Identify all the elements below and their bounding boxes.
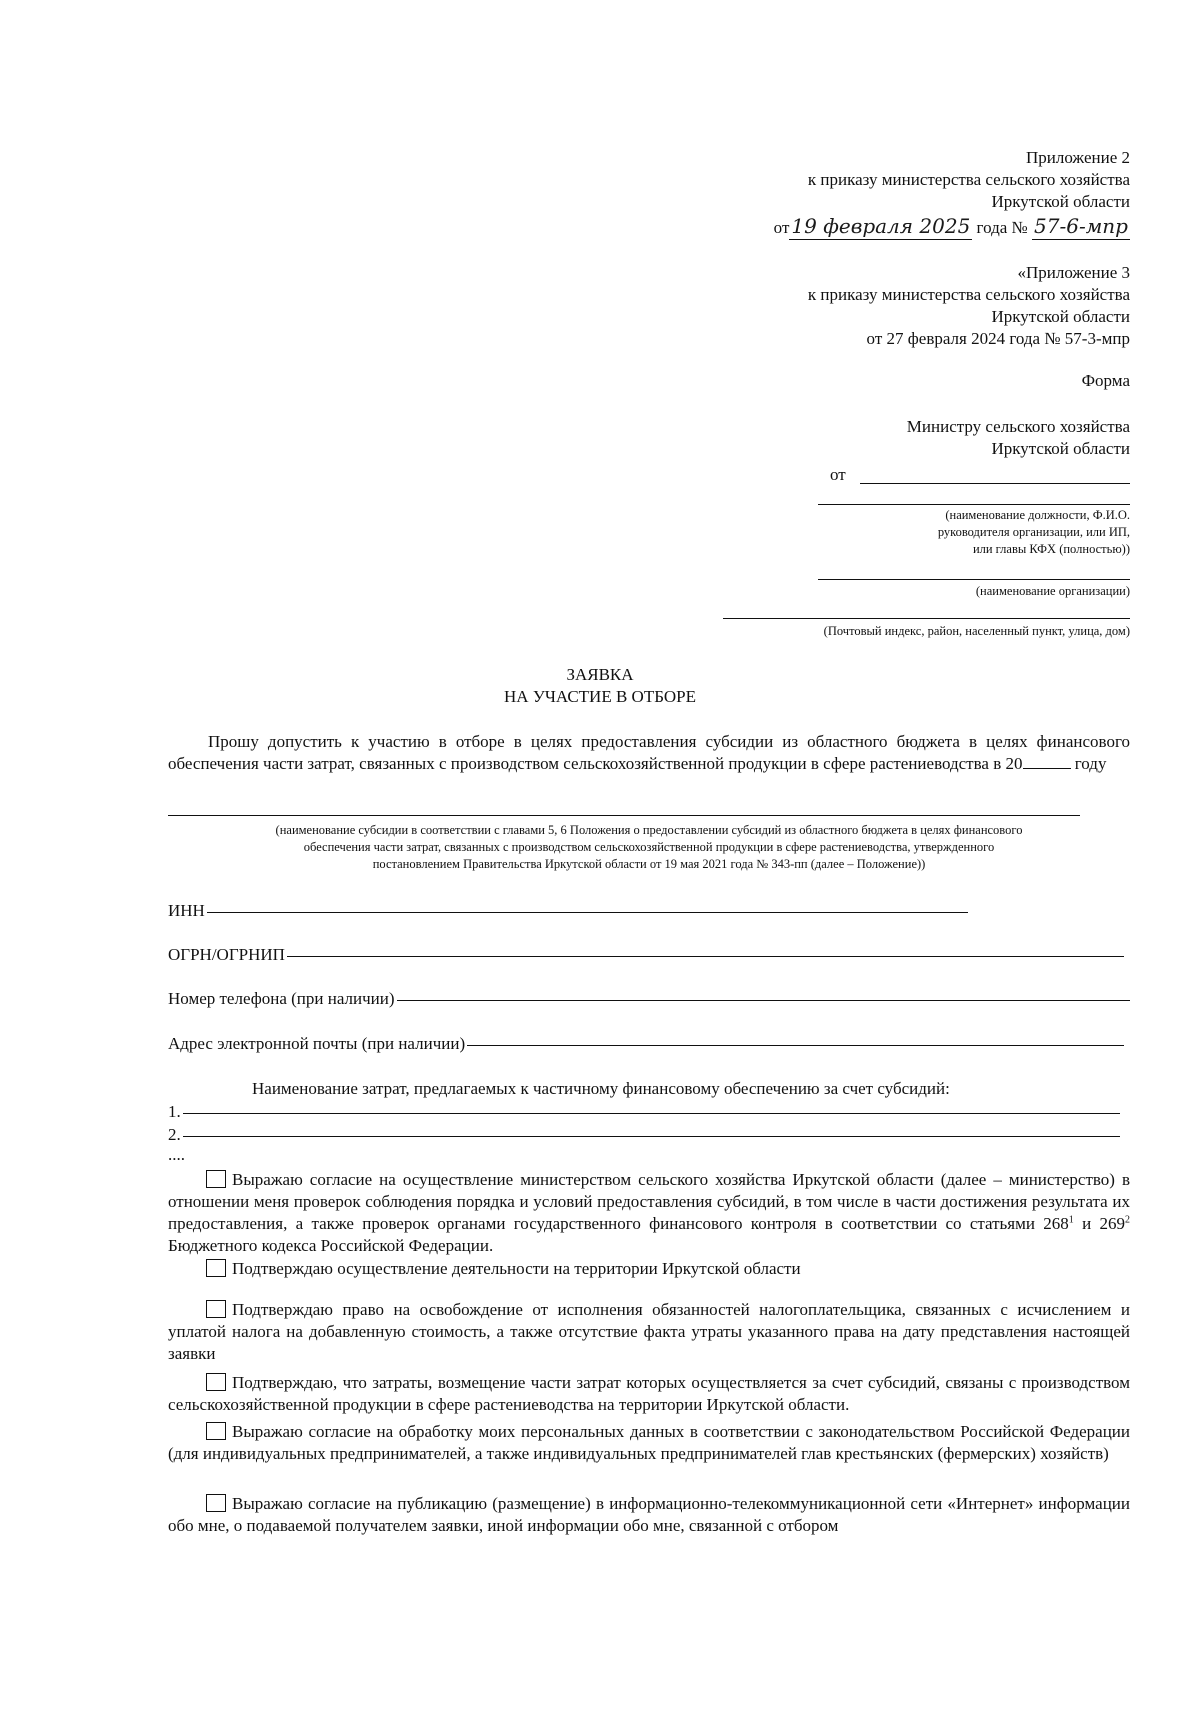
address-line[interactable] <box>723 618 1130 619</box>
cost-item-1-line[interactable] <box>183 1112 1120 1114</box>
address-hint: (Почтовый индекс, район, населенный пункт, улица, дом) <box>823 624 1130 638</box>
subsidy-name-line[interactable] <box>168 815 1080 816</box>
appendix-2-line2: Иркутской области <box>991 192 1130 212</box>
handwritten-number: 57-6-мпр <box>1034 214 1128 239</box>
year-blank[interactable] <box>1023 768 1071 769</box>
appendix-2-block <box>530 147 1130 240</box>
appendix-2-line1: к приказу министерства сельского хозяйства <box>807 170 1130 190</box>
consent-5: Выражаю согласие на обработку моих персональных данных в соответствии с законодательством Российской Федерации (для индивидуальных предпринимателей, а также индивидуальных предпринимателей глав крестьянских (фермерских) хозяйств) <box>168 1422 1130 1464</box>
costs-ellipsis: .... <box>168 1145 185 1164</box>
consent-1: Выражаю согласие на осуществление министерством сельского хозяйства Иркутской области (далее – министерство) в отношении меня проверок соблюдения порядка и условий предоставления субсидий, в том числе в части достижения результата их предоставления, а также проверок органами государственного финансового контроля в соответствии со статьями $268^1$ и $269^2$ Бюджетного кодекса Российской Федерации. <box>168 1170 1130 1256</box>
title-line2: НА УЧАСТИЕ В ОТБОРЕ <box>504 687 696 707</box>
consent-1-checkbox[interactable] <box>206 1170 226 1188</box>
appendix-3-line2: Иркутской области <box>991 307 1130 327</box>
consent-4-checkbox[interactable] <box>206 1373 226 1391</box>
cost-item-1: 1. <box>168 1101 1120 1123</box>
handwritten-date: 19 февраля 2025 <box>791 214 971 239</box>
inn-label: ИНН <box>168 901 205 920</box>
ogrn-input-line[interactable] <box>287 955 1124 957</box>
request-paragraph: Прошу допустить к участию в отборе в целях предоставления субсидии из областного бюджета в целях финансового обеспечения части затрат, связанных с производством сельскохозяйственной продукции в сфере растениеводства в 20 году <box>168 732 1130 774</box>
phone-field <box>168 988 1130 1010</box>
cost-item-2-line[interactable] <box>183 1135 1120 1137</box>
appendix-3-line3: от 27 февраля 2024 года № 57-3-мпр <box>866 329 1130 349</box>
appendix-2-title: Приложение 2 <box>1026 148 1130 167</box>
consent-3-checkbox[interactable] <box>206 1300 226 1318</box>
ogrn-field <box>168 944 1124 966</box>
consent-5-checkbox[interactable] <box>206 1422 226 1440</box>
ogrn-label: ОГРН/ОГРНИП <box>168 945 285 964</box>
organization-line[interactable] <box>818 579 1130 580</box>
appendix-3-line1: к приказу министерства сельского хозяйства <box>807 285 1130 305</box>
title-line1: ЗАЯВКА <box>566 665 634 684</box>
from-label: от <box>830 465 846 484</box>
consent-2: Подтверждаю осуществление деятельности на территории Иркутской области <box>168 1258 1130 1280</box>
inn-field <box>168 900 968 922</box>
appendix-3-title: «Приложение 3 <box>1017 263 1130 282</box>
organization-hint: (наименование организации) <box>975 584 1130 598</box>
appendix-3-block <box>530 262 1130 350</box>
inn-input-line[interactable] <box>207 911 968 913</box>
position-hint: (наименование должности, Ф.И.О. руководителя организации, или ИП, или главы КФХ (полностью)) <box>937 508 1130 556</box>
addressee-line1: Министру сельского хозяйства <box>906 417 1130 436</box>
email-input-line[interactable] <box>467 1044 1124 1046</box>
costs-heading: Наименование затрат, предлагаемых к частичному финансовому обеспечению за счет субсидий: <box>252 1079 950 1098</box>
addressee-block <box>630 416 1130 460</box>
email-label: Адрес электронной почты (при наличии) <box>168 1034 466 1053</box>
phone-label: Номер телефона (при наличии) <box>168 989 395 1008</box>
form-label: Форма <box>1081 371 1130 390</box>
consent-6-checkbox[interactable] <box>206 1494 226 1512</box>
document-title <box>0 664 1200 708</box>
consent-4: Подтверждаю, что затраты, возмещение части затрат которых осуществляется за счет субсидий, связаны с производством сельскохозяйственной продукции в сфере растениеводства на территории Иркутской области. <box>168 1373 1130 1415</box>
appendix-2-date-line: от 19 февраля 2025 года № 57-6-мпр <box>773 214 1128 239</box>
cost-item-2: 2. <box>168 1124 1120 1146</box>
addressee-line2: Иркутской области <box>991 439 1130 459</box>
email-field <box>168 1033 1124 1055</box>
consent-2-checkbox[interactable] <box>206 1259 226 1277</box>
consent-3: Подтверждаю право на освобождение от исполнения обязанностей налогоплательщика, связанных с исчислением и уплатой налога на добавленную стоимость, а также отсутствие факта утраты указанного права на дату представления настоящей заявки <box>168 1300 1130 1364</box>
consent-6: Выражаю согласие на публикацию (размещение) в информационно-телекоммуникационной сети «Интернет» информации обо мне, о подаваемой получателем заявки, иной информации обо мне, связанной с отбором <box>168 1494 1130 1536</box>
phone-input-line[interactable] <box>397 999 1130 1001</box>
subsidy-name-hint: (наименование субсидии в соответствии с главами 5, 6 Положения о предоставлении субсидий из областного бюджета в целях финансового обеспечения части затрат, связанных с производством сельскохозяйственной продукции в сфере растениеводства, утвержденного постановлением Правительства Иркутской области от 19 мая 2021 года № 343-пп (далее – Положение)) <box>275 823 1023 871</box>
position-line[interactable] <box>818 504 1130 505</box>
from-line[interactable] <box>860 483 1130 484</box>
